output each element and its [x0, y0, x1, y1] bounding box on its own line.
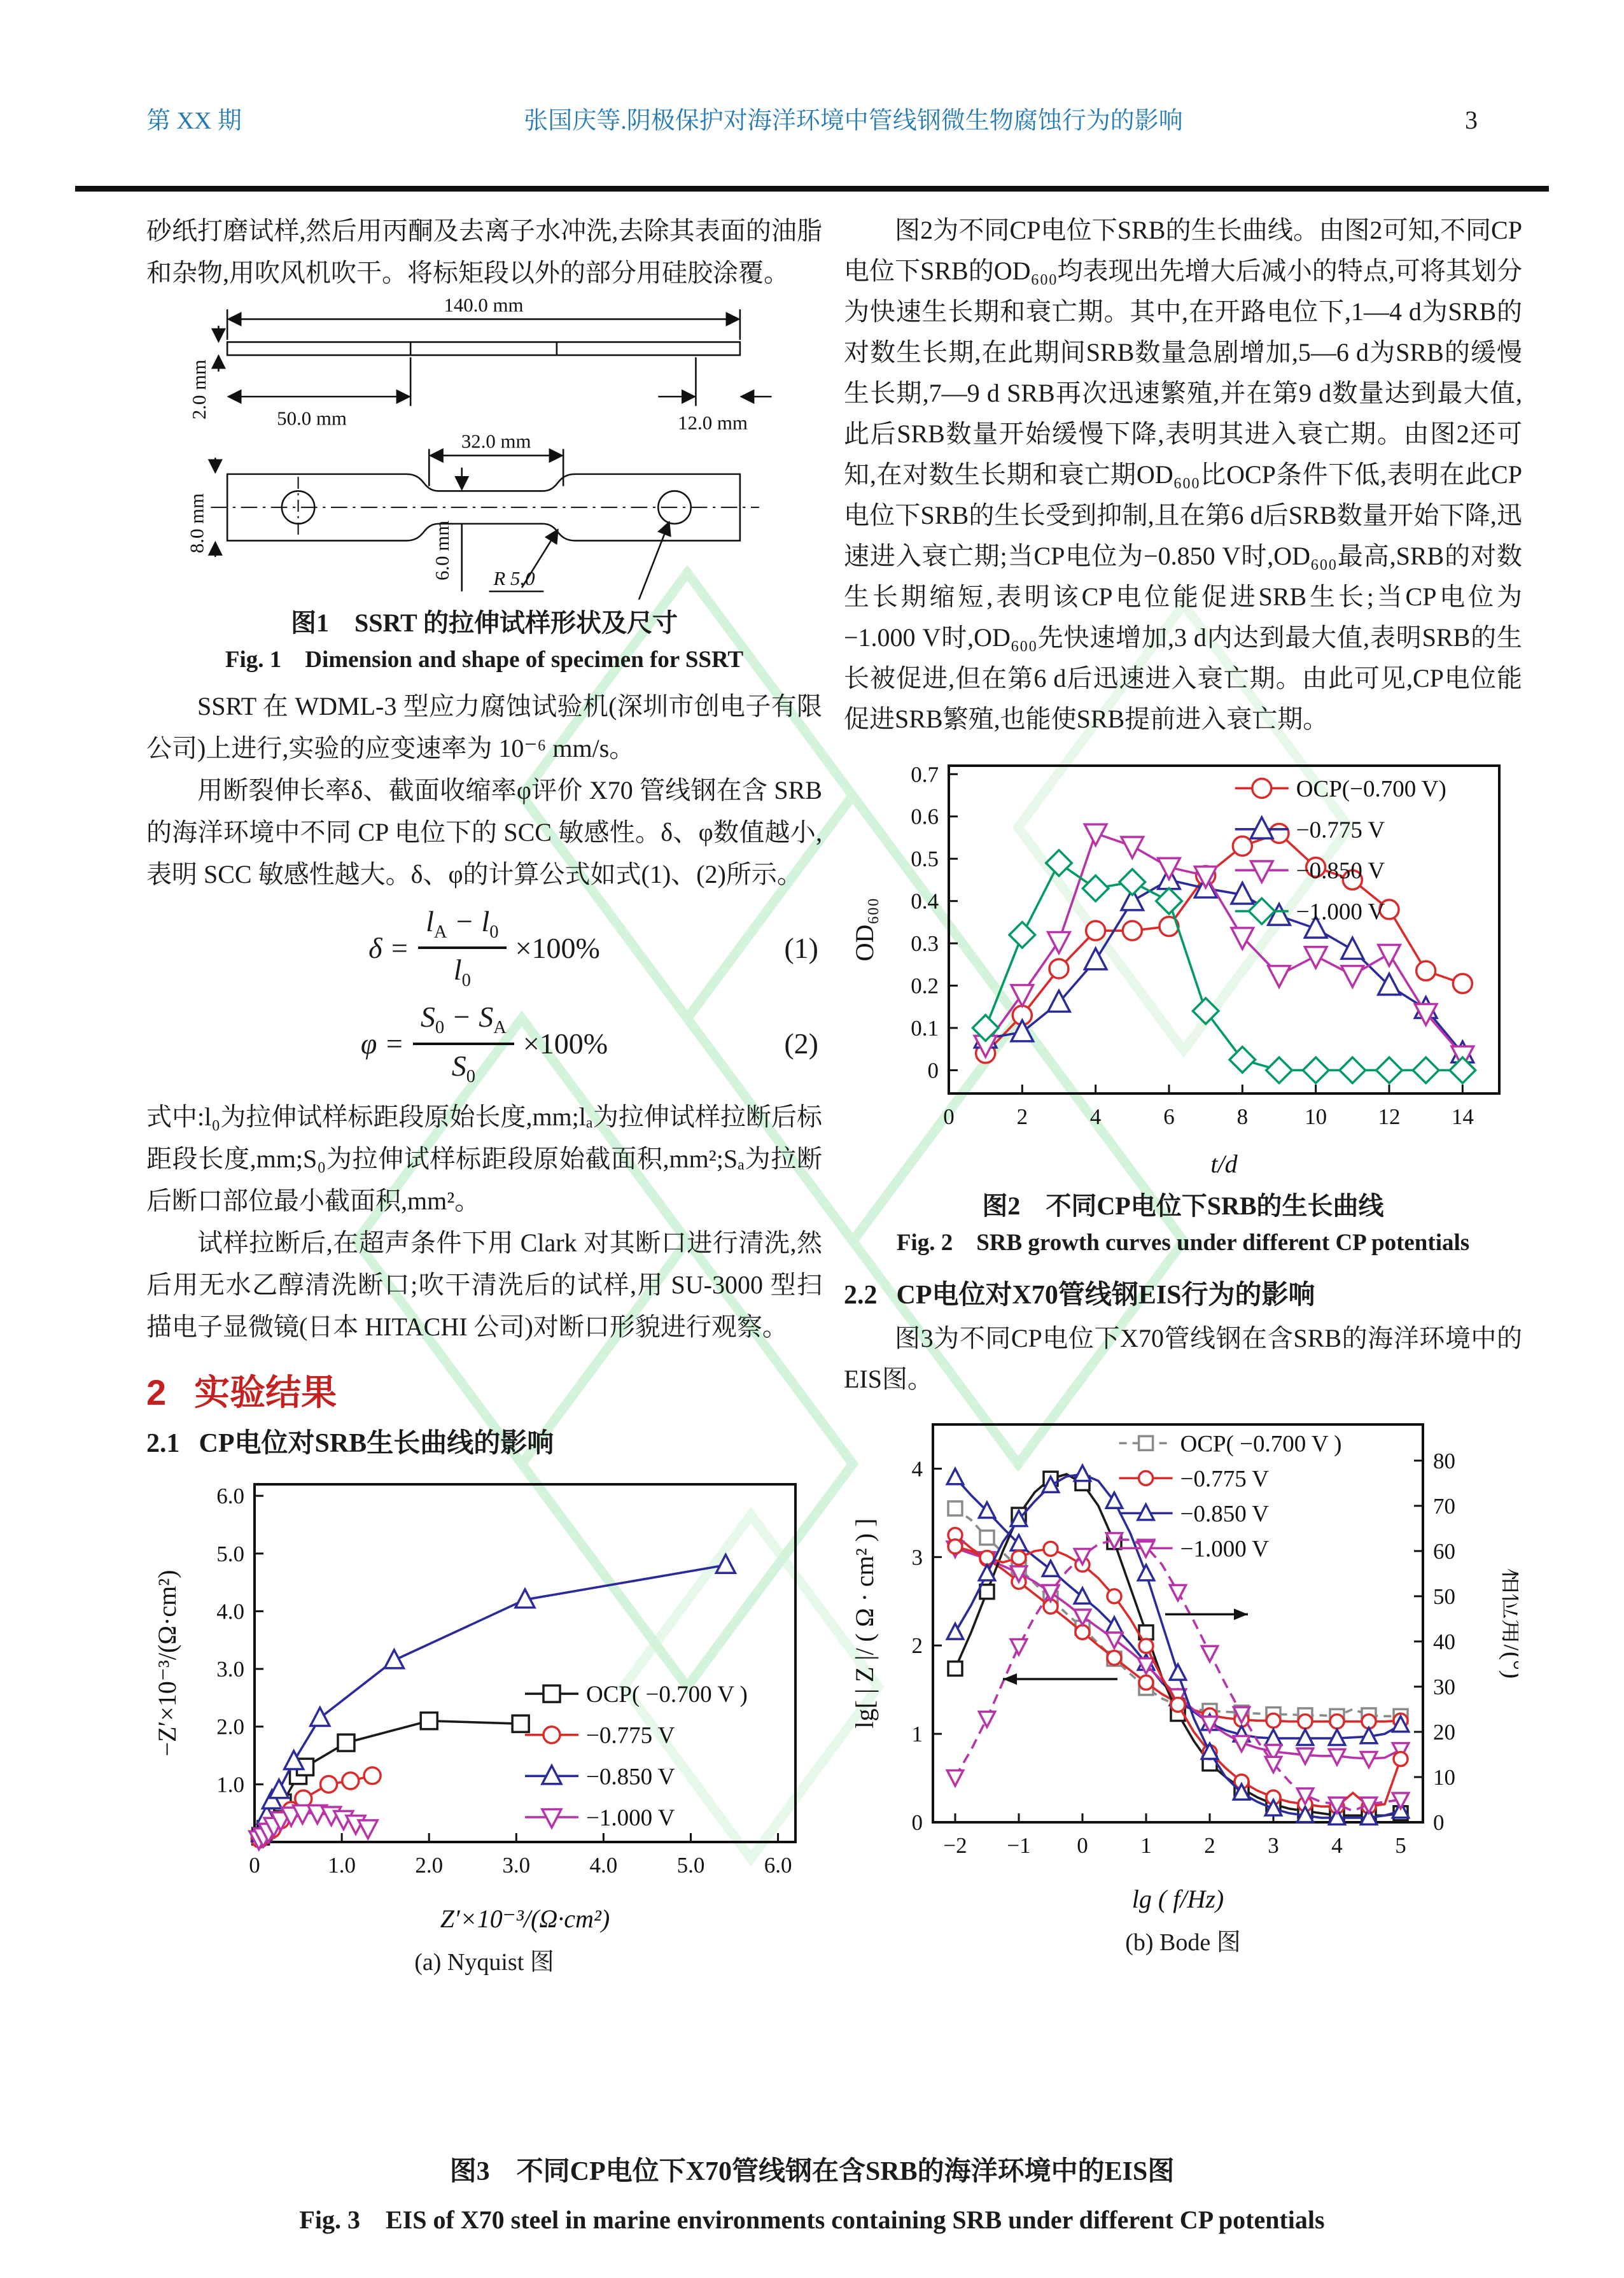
svg-text:lg[ | Z |/ ( Ω · cm² ) ]: lg[ | Z |/ ( Ω · cm² ) ]: [850, 1518, 879, 1729]
svg-text:1: 1: [1140, 1833, 1152, 1858]
svg-text:70: 70: [1433, 1493, 1455, 1519]
svg-text:1: 1: [911, 1722, 923, 1747]
svg-text:−0.775 V: −0.775 V: [586, 1722, 675, 1749]
svg-text:2: 2: [1204, 1833, 1215, 1858]
figure1-caption-cn: 图1 SSRT 的拉伸试样形状及尺寸: [291, 608, 678, 637]
svg-text:2.0: 2.0: [415, 1852, 444, 1878]
svg-text:4.0: 4.0: [589, 1852, 618, 1878]
od600-chart: [844, 750, 1518, 1183]
svg-text:4: 4: [1331, 1833, 1343, 1858]
legend-entry: [525, 1682, 748, 1708]
svg-text:−Z′×10⁻³/(Ω·cm²): −Z′×10⁻³/(Ω·cm²): [153, 1570, 181, 1757]
svg-text:4.0: 4.0: [216, 1599, 244, 1624]
svg-text:10: 10: [1433, 1764, 1455, 1790]
figure3-caption-en: Fig. 3 EIS of X70 steel in marine environments containing SRB under different CP potentials: [299, 2205, 1325, 2234]
paragraph-ssrt: SSRT 在 WDML-3 型应力腐蚀试验机(深圳市创电子有限公司)上进行,实验的应变速率为 10⁻⁶ mm/s。: [146, 692, 822, 763]
svg-text:2.0: 2.0: [216, 1714, 244, 1740]
paragraph-srb-growth: 图2为不同CP电位下SRB的生长曲线。由图2可知,不同CP电位下SRB的OD₆₀₀均表现出先增大后减小的特点,可将其划分为快速生长期和衰亡期。其中,在开路电位下,1—4 d为SRB的对数生长期,在此期间SRB数量急剧增加,5—6 d为SRB的缓慢生长期,7—9 d SRB再次迅速繁殖,并在第9 d数量达到最大值,此后SRB数量开始缓慢下降,表明其进入衰亡期。由图2还可知,在对数生长期和衰亡期OD₆₀₀比OCP条件下低,表明在此CP电位下SRB的生长受到抑制,且在第6 d后SRB数量开始下降,迅速进入衰亡期;当CP电位为−0.850 V时,OD₆₀₀最高,SRB的对数生长期缩短,表明该CP电位能促进SRB生长;当CP电位为−1.000 V时,OD₆₀₀先快速增加,3 d内达到最大值,表明SRB的生长被促进,但在第6 d后迅速进入衰亡期。由此可见,CP电位能促进SRB繁殖,也能使SRB提前进入衰亡期。: [844, 216, 1522, 733]
svg-text:1.0: 1.0: [216, 1772, 244, 1797]
paragraph-sample-prep: 砂纸打磨试样,然后用丙酮及去离子水冲洗,去除其表面的油脂和杂物,用吹风机吹干。将标矩段以外的部分用硅胶涂覆。: [146, 216, 822, 287]
legend-entry: [1119, 1466, 1270, 1492]
svg-text:0.1: 0.1: [911, 1016, 939, 1041]
legend-entry: [525, 1805, 675, 1831]
running-title: 张国庆等.阴极保护对海洋环境中管线钢微生物腐蚀行为的影响: [524, 108, 1183, 134]
svg-text:−1: −1: [1007, 1833, 1031, 1858]
svg-text:Z′×10⁻³/(Ω·cm²): Z′×10⁻³/(Ω·cm²): [440, 1904, 610, 1933]
svg-text:OCP( −0.700 V ): OCP( −0.700 V ): [586, 1681, 748, 1708]
svg-text:8: 8: [1236, 1104, 1249, 1129]
svg-text:−0.775 V: −0.775 V: [1296, 817, 1385, 843]
svg-text:OCP( −0.700 V ): OCP( −0.700 V ): [1180, 1431, 1342, 1458]
svg-text:t/d: t/d: [1210, 1150, 1238, 1178]
figure2-caption-en: Fig. 2 SRB growth curves under different CP potentials: [896, 1230, 1470, 1256]
svg-text:0: 0: [927, 1058, 939, 1083]
svg-text:4: 4: [911, 1456, 923, 1482]
header-rule: [75, 186, 1549, 192]
legend-entry: [1119, 1431, 1342, 1457]
chart-bode: [850, 1424, 1518, 1913]
svg-text:0.3: 0.3: [911, 931, 939, 957]
figure3-caption-cn: 图3 不同CP电位下X70管线钢在含SRB的海洋环境中的EIS图: [449, 2157, 1175, 2186]
chart-nyquist: [153, 1484, 795, 1933]
equation-2: φ = $\frac{S_0 - S_A}{S_0}$ ×100% (2): [360, 1001, 818, 1086]
svg-text:−0.775 V: −0.775 V: [1180, 1466, 1270, 1493]
chart-series: [972, 850, 1475, 1083]
legend-entry: [1235, 898, 1385, 925]
svg-text:0: 0: [1077, 1833, 1088, 1858]
dim-gauge-width: 6.0 mm: [431, 520, 454, 580]
svg-text:−0.850 V: −0.850 V: [1296, 858, 1385, 885]
svg-text:0: 0: [911, 1810, 923, 1835]
figure2-caption-cn: 图2 不同CP电位下SRB的生长曲线: [982, 1192, 1384, 1220]
dim-grip-length: 50.0 mm: [277, 407, 347, 430]
dim-gauge-length: 32.0 mm: [461, 430, 531, 453]
svg-text:5.0: 5.0: [216, 1541, 244, 1566]
dim-width: 8.0 mm: [186, 493, 208, 554]
svg-text:40: 40: [1433, 1629, 1455, 1654]
svg-text:12: 12: [1378, 1104, 1401, 1129]
svg-text:4: 4: [1089, 1104, 1102, 1129]
figure1-drawing: [146, 294, 821, 600]
svg-text:−0.850 V: −0.850 V: [586, 1764, 675, 1790]
equation-2-number: (2): [784, 1027, 818, 1060]
svg-text:6.0: 6.0: [216, 1483, 244, 1508]
paragraph-delta-phi: 用断裂伸长率δ、截面收缩率φ评价 X70 管线钢在含 SRB 的海洋环境中不同 CP 电位下的 SCC 敏感性。δ、φ数值越小,表明 SCC 敏感性越大。δ、φ的计算公式如式(1)、(2)所示。: [146, 776, 822, 889]
nyquist-chart: [146, 1466, 821, 1937]
svg-text:20: 20: [1433, 1719, 1455, 1745]
right-column: [844, 210, 1522, 1957]
svg-text:5: 5: [1395, 1833, 1406, 1858]
svg-text:0: 0: [1433, 1810, 1445, 1835]
svg-text:0.2: 0.2: [911, 973, 939, 999]
svg-text:0: 0: [249, 1852, 260, 1878]
svg-text:80: 80: [1433, 1448, 1455, 1473]
legend-entry: [1235, 776, 1446, 802]
paragraph-fracture: 试样拉断后,在超声条件下用 Clark 对其断口进行清洗,然后用无水乙醇清洗断口;吹干清洗后的试样,用 SU-3000 型扫描电子显微镜(日本 HITACHI 公司)对断口形貌进行观察。: [146, 1228, 822, 1341]
bode-chart: [844, 1409, 1518, 1918]
svg-text:6.0: 6.0: [764, 1852, 792, 1878]
svg-text:lg ( f/Hz): lg ( f/Hz): [1131, 1885, 1224, 1913]
svg-text:3.0: 3.0: [502, 1852, 531, 1878]
svg-text:2: 2: [1016, 1104, 1028, 1129]
svg-text:2: 2: [911, 1633, 923, 1659]
svg-text:0.6: 0.6: [911, 804, 939, 829]
paragraph-definitions: 式中:l₀为拉伸试样标距段原始长度,mm;lₐ为拉伸试样拉断后标距段长度,mm;S₀为拉伸试样标距段原始截面积,mm²;Sₐ为拉断后断口部位最小截面积,mm²。: [146, 1102, 822, 1215]
section-2-2-heading: 2.2 CP电位对X70管线钢EIS行为的影响: [844, 1281, 1315, 1310]
svg-text:OCP(−0.700 V): OCP(−0.700 V): [1296, 776, 1446, 803]
svg-text:−1.000 V: −1.000 V: [1296, 899, 1385, 925]
svg-text:1.0: 1.0: [328, 1852, 356, 1878]
svg-text:0.4: 0.4: [911, 889, 939, 914]
figure3a-caption: (a) Nyquist 图: [414, 1948, 554, 1976]
svg-text:0.7: 0.7: [911, 762, 939, 787]
page-header: [146, 101, 1478, 136]
legend-entry: [1235, 817, 1385, 843]
dim-thickness: 2.0 mm: [188, 359, 210, 420]
dim-total-length: 140.0 mm: [444, 294, 524, 316]
svg-text:0.5: 0.5: [911, 847, 939, 872]
svg-text:30: 30: [1433, 1674, 1455, 1699]
page-number: 3: [1465, 106, 1478, 134]
paragraph-eis-intro: 图3为不同CP电位下X70管线钢在含SRB的海洋环境中的EIS图。: [844, 1324, 1522, 1393]
legend-entry: [1235, 858, 1385, 884]
chart-od600: [850, 762, 1499, 1178]
dim-end-length: 12.0 mm: [678, 412, 748, 434]
svg-text:3: 3: [1268, 1833, 1279, 1858]
left-column: [146, 210, 822, 1977]
svg-text:−1.000 V: −1.000 V: [1180, 1536, 1270, 1563]
legend-entry: [525, 1722, 675, 1748]
chart-series: [253, 1712, 529, 1844]
svg-text:3.0: 3.0: [216, 1656, 244, 1682]
figure1-caption-en: Fig. 1 Dimension and shape of specimen for SSRT: [225, 647, 744, 673]
equation-1-number: (1): [784, 931, 818, 964]
svg-text:−2: −2: [943, 1833, 967, 1858]
dim-radius: R 5.0: [493, 567, 535, 589]
svg-text:3: 3: [911, 1545, 923, 1570]
svg-text:−0.850 V: −0.850 V: [1180, 1501, 1270, 1528]
svg-text:5.0: 5.0: [676, 1852, 705, 1878]
svg-text:−1.000 V: −1.000 V: [586, 1804, 675, 1831]
svg-text:6: 6: [1163, 1104, 1175, 1129]
section-2-1-heading: 2.1 CP电位对SRB生长曲线的影响: [146, 1428, 554, 1458]
figure3b-caption: (b) Bode 图: [1125, 1929, 1241, 1956]
legend-entry: [1119, 1501, 1270, 1527]
equation-1: δ = $\frac{l_A - l_0}{l_0}$ ×100% (1): [368, 905, 818, 991]
svg-text:50: 50: [1433, 1584, 1455, 1609]
figure3-captions: [0, 2150, 1624, 2236]
svg-text:60: 60: [1433, 1538, 1455, 1564]
section-2-heading: 2 实验结果: [146, 1372, 337, 1412]
svg-text:OD₆₀₀: OD₆₀₀: [850, 897, 879, 962]
journal-issue: 第 XX 期: [146, 108, 242, 134]
svg-text:相位角/(°): 相位角/(°): [1499, 1568, 1518, 1679]
legend-entry: [525, 1764, 675, 1790]
svg-text:10: 10: [1305, 1104, 1327, 1129]
svg-text:0: 0: [943, 1104, 955, 1129]
svg-text:14: 14: [1451, 1104, 1474, 1129]
